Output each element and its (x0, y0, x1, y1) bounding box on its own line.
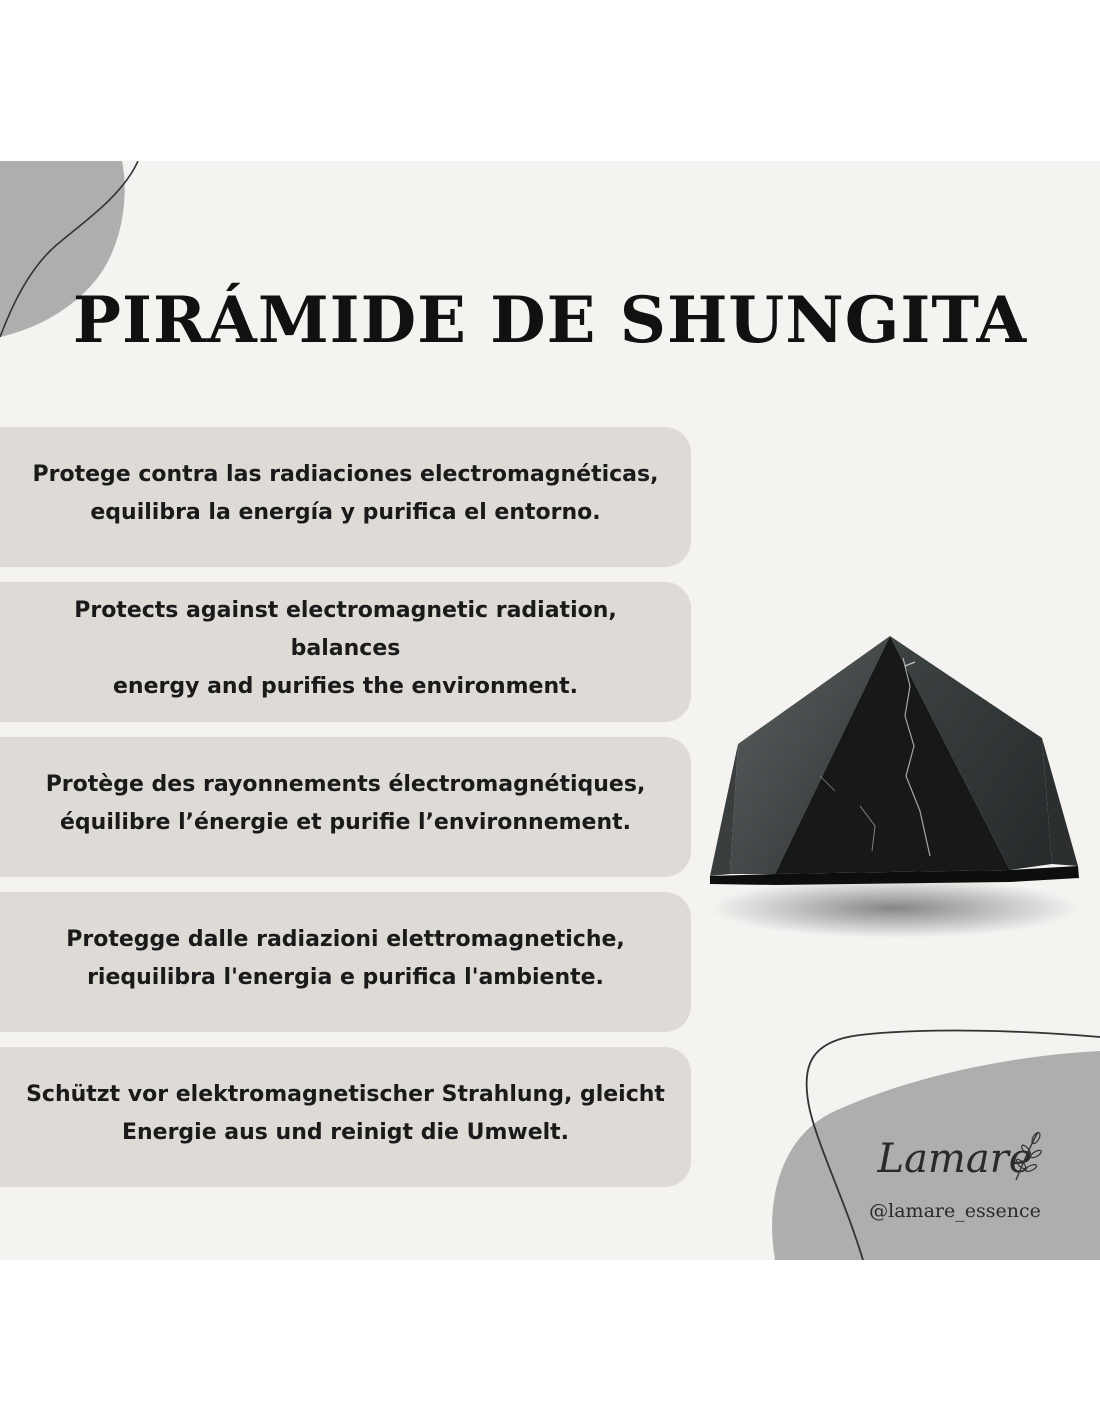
leaf-branch-icon (1010, 1128, 1044, 1182)
benefit-text-it: Protegge dalle radiazioni elettromagnetiche, riequilibra l'energia e purifica l'ambiente. (66, 927, 625, 990)
brand-logo (860, 1136, 1050, 1182)
benefit-text-en: Protects against electromagnetic radiation, balances energy and purifies the environment. (74, 598, 617, 699)
social-handle: @lamare_essence (869, 1200, 1041, 1222)
product-card (0, 161, 1100, 1260)
benefit-panel-fr (0, 737, 691, 877)
benefit-text-es: Protege contra las radiaciones electromagnéticas, equilibra la energía y purifica el entorno. (32, 462, 659, 525)
brand-logo-text: Lamare (877, 1136, 1033, 1182)
benefit-panel-es (0, 427, 691, 567)
benefit-text-fr: Protège des rayonnements électromagnétiques, équilibre l’énergie et purifie l’environnement. (45, 772, 646, 835)
benefit-panel-en (0, 582, 691, 722)
page-title: PIRÁMIDE DE SHUNGITA (72, 283, 1028, 358)
benefit-panel-it (0, 892, 691, 1032)
benefit-panel-de (0, 1047, 691, 1187)
brand-block (860, 1136, 1050, 1222)
pyramid-image (700, 626, 1090, 966)
benefit-text-de: Schützt vor elektromagnetischer Strahlung, gleicht Energie aus und reinigt die Umwelt. (26, 1082, 665, 1145)
